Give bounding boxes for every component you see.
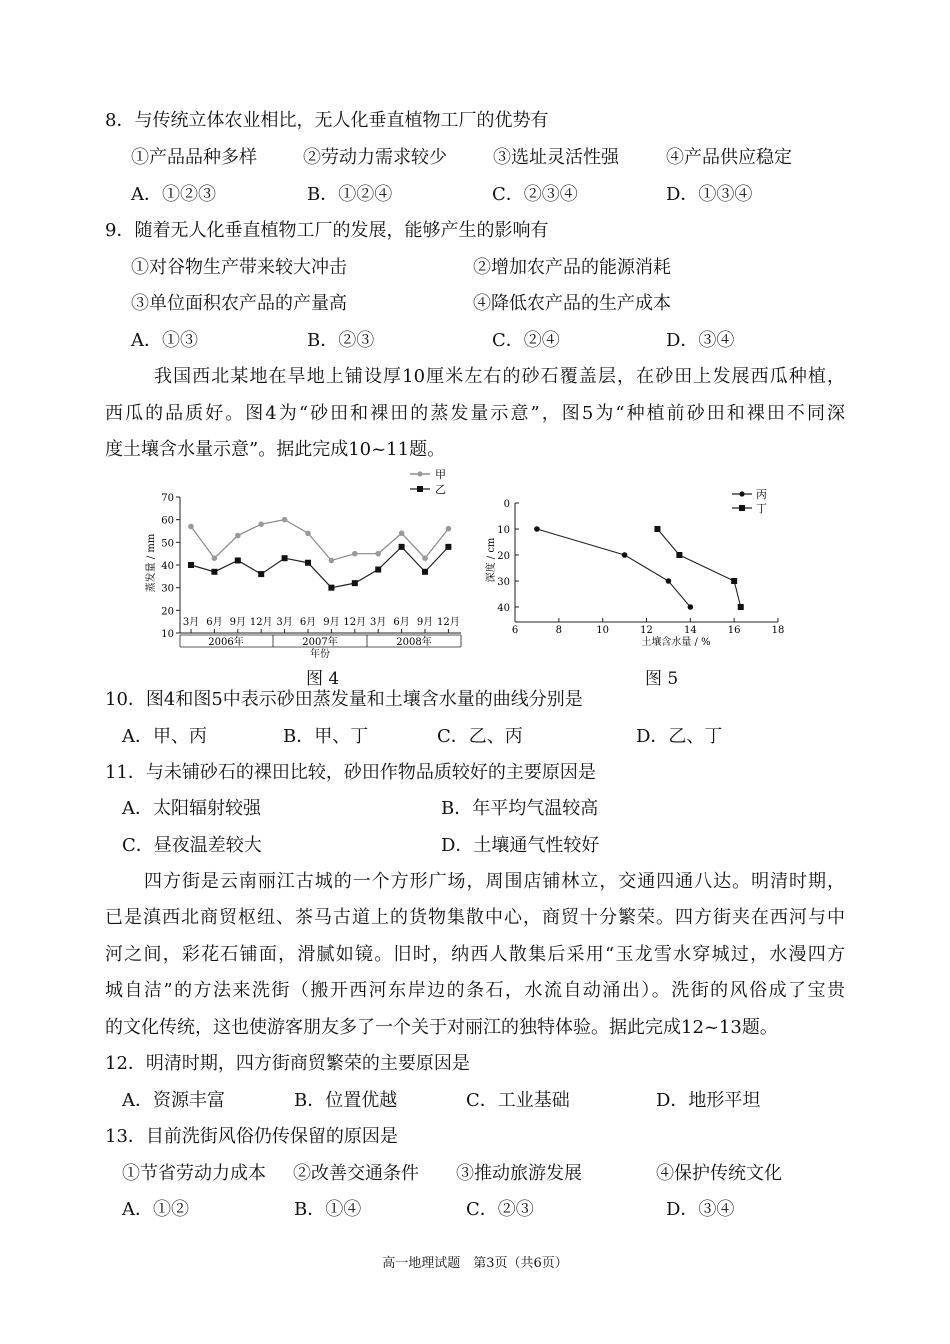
fig5-y-tick-label: 40 [497,603,510,614]
fig5-series-ding-line [657,529,740,607]
q8-option-b: B．①②④ [307,184,393,205]
q13-stem: 13．目前洗街风俗仍传保留的原因是 [105,1126,398,1147]
fig5-x-tick-label: 14 [683,625,697,636]
fig4-y-tick-label: 60 [161,515,174,527]
fig4-point-yi [235,557,241,563]
q8-item-1: ①产品品种多样 [131,147,257,168]
fig4-series [188,517,451,591]
q11-stem: 11．与未铺砂石的裸田比较，砂田作物品质较好的主要原因是 [105,762,596,783]
fig4-point-yi [282,555,288,561]
fig4-y-tick-label: 40 [161,561,174,572]
fig4-point-jia [212,555,218,561]
fig5-x-tick-label: 18 [771,625,785,636]
q8-item-3: ③选址灵活性强 [493,147,619,168]
fig4-month-label: 6月 [393,617,410,628]
fig4-month-label: 3月 [276,617,293,628]
fig4-point-yi [305,560,311,566]
fig4-y-tick-label: 10 [161,629,174,640]
fig5-x-tick-label: 6 [511,625,519,636]
q12-stem: 12．明清时期，四方街商贸繁荣的主要原因是 [105,1053,470,1074]
q8-item-2: ②劳动力需求较少 [303,147,447,168]
q13-item-2: ②改善交通条件 [293,1163,419,1184]
fig4-month-label: 6月 [299,617,317,628]
q12-option-b: B．位置优越 [294,1090,398,1111]
fig4-legend-yi: 乙 [435,483,446,496]
q11-option-a: A．太阳辐射较强 [122,798,261,819]
fig5-point-ding [676,552,682,558]
q11-option-c: C．昼夜温差较大 [122,835,262,856]
q13-option-b: B．①④ [294,1199,362,1220]
passage2-line-1: 四方街是云南丽江古城的一个方形广场，周围店铺林立，交通四通八达。明清时期， [144,871,845,892]
fig4-point-jia [352,551,358,557]
fig5-point-ding [654,526,660,532]
fig5-y-tick-label: 0 [503,499,510,510]
fig4-point-jia [446,526,452,532]
q12-option-a: A．资源丰富 [122,1090,225,1111]
passage1-line-3: 度土壤含水量示意”。据此完成10~11题。 [105,439,446,460]
fig4-legend [410,468,446,496]
fig4-year-2007: 2007年 [302,637,338,648]
fig4-series-jia-line [191,520,448,561]
fig4-point-jia [235,533,241,539]
fig4-point-jia [375,551,381,557]
fig4-point-yi [258,571,264,577]
fig4-point-yi [399,544,405,550]
page-footer: 高一地理试题 第3页（共6页） [382,1256,568,1271]
fig5-caption: 图 5 [645,669,679,689]
fig4-y-tick-label: 70 [161,493,174,504]
q12-option-d: D．地形平坦 [656,1090,761,1111]
fig4-y-label: 蒸发量 / mm [146,533,157,593]
q10-option-c: C．乙、丙 [437,726,523,747]
fig4-month-label: 12月 [343,617,367,628]
passage1-line-1: 我国西北某地在旱地上铺设厚10厘米左右的砂石覆盖层，在砂田上发展西瓜种植， [154,366,845,387]
passage2-line-2: 已是滇西北商贸枢纽、茶马古道上的货物集散中心，商贸十分繁荣。四方街夹在西河与中 [105,907,845,928]
fig5-point-bing [688,604,694,610]
passage1-line-2: 西瓜的品质好。图4为“砂田和裸田的蒸发量示意”，图5为“种植前砂田和裸田不同深 [105,403,845,424]
fig4-point-jia [282,517,288,523]
fig4-month-label: 6月 [206,617,223,628]
fig4-month-label: 12月 [249,617,273,628]
fig4-point-jia [188,524,194,530]
fig5-x-label: 土壤含水量 / % [641,637,711,648]
fig5-y-ticks [497,499,519,614]
q9-item-3: ③单位面积农产品的产量高 [131,293,347,314]
fig5-x-ticks [512,618,785,636]
fig4-point-yi [328,585,334,591]
q8-option-d: D．①③④ [666,184,753,205]
fig4-point-jia [258,521,264,527]
passage2-line-5: 的文化传统，这也使游客朋友多了一个关于对丽江的独特体验。据此完成12~13题。 [105,1017,778,1038]
fig4-point-yi [188,562,194,568]
q8-option-a: A．①②③ [131,184,216,205]
fig4-series-yi-line [191,547,448,588]
fig4-month-label: 3月 [370,617,387,628]
fig4-year-2006: 2006年 [208,637,244,648]
q13-item-3: ③推动旅游发展 [456,1163,582,1184]
fig5-y-tick-label: 20 [497,551,510,562]
fig4-point-jia [422,555,428,561]
q13-option-a: A．①② [122,1199,189,1220]
fig4-chart [130,463,470,663]
q12-option-c: C．工业基础 [466,1090,570,1111]
fig5-y-tick-label: 30 [497,577,510,588]
fig4-year-axis [180,635,461,660]
q9-option-b: B．②③ [307,330,375,351]
q13-item-1: ①节省劳动力成本 [122,1163,266,1184]
q11-option-d: D．土壤通气性较好 [441,835,600,856]
fig4-point-yi [375,567,381,573]
fig5-legend-ding: 丁 [756,502,767,515]
q11-option-b: B．年平均气温较高 [441,798,599,819]
fig4-point-jia [399,530,405,536]
fig4-y-tick-label: 30 [161,583,174,595]
fig4-month-label: 9月 [229,617,246,628]
q13-item-4: ④保护传统文化 [656,1163,782,1184]
fig4-point-jia [305,530,311,536]
fig4-y-ticks [161,493,180,640]
fig4-legend-jia: 甲 [435,468,446,481]
fig4-month-label: 9月 [323,617,340,628]
fig5-point-bing [666,578,672,584]
fig5-x-tick-label: 16 [727,625,741,636]
fig4-month-label: 3月 [182,617,200,628]
fig5-x-tick-label: 12 [640,625,653,636]
fig5-legend-bing: 丙 [756,488,767,501]
q9-item-4: ④降低农产品的生产成本 [473,293,671,314]
q13-option-d: D．③④ [666,1199,735,1220]
fig4-point-yi [422,569,428,575]
fig5-point-bing [622,552,628,558]
q9-stem: 9．随着无人化垂直植物工厂的发展，能够产生的影响有 [105,220,549,241]
fig4-point-yi [445,544,451,550]
q8-option-c: C．②③④ [492,184,578,205]
fig5-chart [480,480,800,655]
q10-stem: 10．图4和图5中表示砂田蒸发量和土壤含水量的曲线分别是 [105,689,583,710]
fig5-y-tick-label: 10 [497,525,510,536]
fig4-y-tick-label: 20 [161,606,174,618]
q8-stem: 8．与传统立体农业相比，无人化垂直植物工厂的优势有 [105,110,549,131]
passage2-line-3: 河之间，彩花石铺面，滑腻如镜。旧时，纳西人散集后采用“玉龙雪水穿城过，水漫四方 [105,944,845,965]
q8-item-4: ④产品供应稳定 [666,147,792,168]
fig4-month-label: 12月 [437,617,460,628]
fig5-series [534,526,744,610]
fig5-point-bing [534,526,540,532]
passage2-line-4: 城自洁”的方法来洗街（搬开西河东岸边的条石，水流自动涌出）。洗街的风俗成了宝贵 [105,980,845,1001]
q9-option-a: A．①③ [131,330,198,351]
fig4-y-tick-label: 50 [161,538,174,550]
fig5-legend [732,488,767,515]
q9-item-2: ②增加农产品的能源消耗 [473,257,671,278]
fig4-x-label: 年份 [310,649,330,660]
q9-option-c: C．②④ [492,330,560,351]
fig4-caption: 图 4 [306,669,340,689]
fig5-point-ding [731,578,737,584]
q13-option-c: C．②③ [466,1199,534,1220]
fig4-year-2008: 2008年 [396,637,432,648]
q10-option-a: A．甲、丙 [122,726,207,747]
fig4-point-jia [329,558,335,564]
fig4-month-label: 9月 [416,617,434,628]
fig4-point-yi [211,569,217,575]
fig4-x-ticks [183,616,460,633]
fig5-x-tick-label: 10 [596,625,610,636]
q9-item-1: ①对谷物生产带来较大冲击 [131,257,347,278]
q9-option-d: D．③④ [666,330,735,351]
fig5-y-label: 深度 / cm [486,537,497,583]
fig4-point-yi [352,580,358,586]
fig5-point-ding [738,604,744,610]
q10-option-b: B．甲、丁 [283,726,369,747]
fig5-x-tick-label: 8 [555,625,563,636]
q10-option-d: D．乙、丁 [636,726,723,747]
